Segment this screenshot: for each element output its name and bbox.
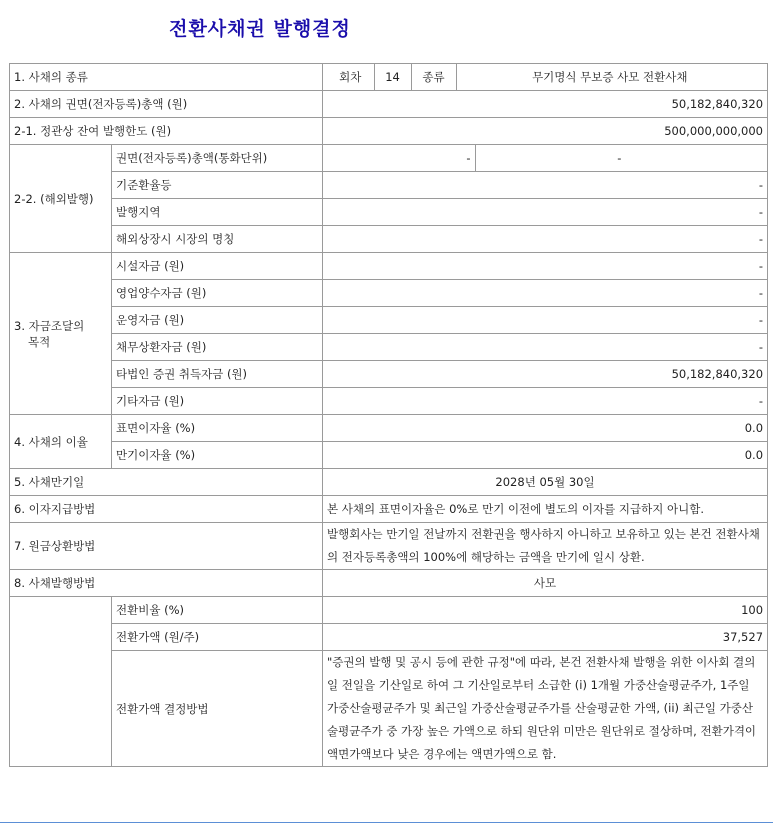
group-label: 4. 사채의 이율	[10, 415, 112, 469]
item-value: -	[323, 253, 768, 280]
table-row	[10, 523, 768, 570]
item-label: 영업양수자금 (원)	[112, 280, 323, 307]
item-value: -	[323, 172, 768, 199]
table-row	[10, 651, 768, 767]
item-label: 권면(전자등록)총액(통화단위)	[112, 145, 323, 172]
group-label	[10, 253, 112, 415]
table-row	[10, 388, 768, 415]
page-title: 전환사채권 발행결정	[169, 18, 351, 40]
table-row	[10, 334, 768, 361]
item-label: 전환가액 (원/주)	[112, 624, 323, 651]
table-row	[10, 307, 768, 334]
row-label: 2-1. 정관상 잔여 발행한도 (원)	[10, 118, 323, 145]
row-label: 1. 사채의 종류	[10, 64, 323, 91]
round-value: 14	[374, 64, 411, 90]
disclosure-table	[9, 63, 768, 767]
item-value: -	[466, 151, 471, 165]
item-value: 37,527	[323, 624, 768, 651]
item-value: -	[323, 388, 768, 415]
table-row	[10, 415, 768, 442]
row-label: 6. 이자지급방법	[10, 496, 323, 523]
group-label-line: 목적	[28, 334, 51, 349]
table-row	[10, 64, 768, 91]
item-label: 발행지역	[112, 199, 323, 226]
table-row	[10, 199, 768, 226]
item-value: 0.0	[323, 442, 768, 469]
table-row	[10, 469, 768, 496]
table-row	[10, 226, 768, 253]
table-row	[10, 496, 768, 523]
table-row	[10, 624, 768, 651]
item-label: 기준환율등	[112, 172, 323, 199]
row-value: 발행회사는 만기일 전날까지 전환권을 행사하지 아니하고 보유하고 있는 본건 전환사채의 전자등록총액의 100%에 해당하는 금액을 만기에 일시 상환.	[323, 523, 768, 570]
item-value: -	[323, 199, 768, 226]
item-label: 운영자금 (원)	[112, 307, 323, 334]
table-row	[10, 442, 768, 469]
round-label: 회차	[339, 70, 362, 84]
item-value: -	[323, 307, 768, 334]
row-value: 500,000,000,000	[323, 118, 768, 145]
item-value: -	[323, 280, 768, 307]
item-value: -	[475, 145, 763, 171]
item-label: 채무상환자금 (원)	[112, 334, 323, 361]
table-row	[10, 145, 768, 172]
item-label: 해외상장시 시장의 명칭	[112, 226, 323, 253]
item-label: 타법인 증권 취득자금 (원)	[112, 361, 323, 388]
item-label: 전환가액 결정방법	[112, 651, 323, 767]
table-row	[10, 172, 768, 199]
item-label: 시설자금 (원)	[112, 253, 323, 280]
kind-label: 종류	[411, 64, 456, 90]
group-label-line: 3. 자금조달의	[14, 318, 85, 333]
row-value: 50,182,840,320	[323, 91, 768, 118]
group-label: 2-2. (해외발행)	[10, 145, 112, 253]
table-row	[10, 118, 768, 145]
table-row	[10, 361, 768, 388]
item-label: 표면이자율 (%)	[112, 415, 323, 442]
item-value: -	[323, 226, 768, 253]
group-label	[10, 597, 112, 767]
item-value: "증권의 발행 및 공시 등에 관한 규정"에 따라, 본건 전환사채 발행을 위한 이사회 결의일 전일을 기산일로 하여 그 기산일로부터 소급한 (i) 1개월 가중산술평균주가, 1주일 가중산술평균주가 및 최근일 가중산술평균주가를 산술평균한 가액, (ii) 최근일 가중산술평균주가 중 가장 높은 가액으로 하되 원단위 미만은 원단위로 절상하며, 전환가격이 액면가액보다 낮은 경우에는 액면가액으로 함.	[323, 651, 768, 767]
item-value: -	[323, 334, 768, 361]
row-label: 5. 사채만기일	[10, 469, 323, 496]
item-value: 0.0	[323, 415, 768, 442]
table-row	[10, 280, 768, 307]
item-label: 기타자금 (원)	[112, 388, 323, 415]
item-value: 50,182,840,320	[323, 361, 768, 388]
row-label: 8. 사채발행방법	[10, 570, 323, 597]
row-label: 2. 사채의 권면(전자등록)총액 (원)	[10, 91, 323, 118]
table-row	[10, 597, 768, 624]
row-label: 7. 원금상환방법	[10, 523, 323, 570]
item-value: 100	[323, 597, 768, 624]
table-row	[10, 91, 768, 118]
row-value: 사모	[323, 570, 768, 597]
item-label: 만기이자율 (%)	[112, 442, 323, 469]
table-row	[10, 570, 768, 597]
table-row	[10, 253, 768, 280]
kind-value: 무기명식 무보증 사모 전환사채	[456, 64, 763, 90]
item-label: 전환비율 (%)	[112, 597, 323, 624]
row-value: 본 사채의 표면이자율은 0%로 만기 이전에 별도의 이자를 지급하지 아니함.	[323, 496, 768, 523]
row-value: 2028년 05월 30일	[323, 469, 768, 496]
